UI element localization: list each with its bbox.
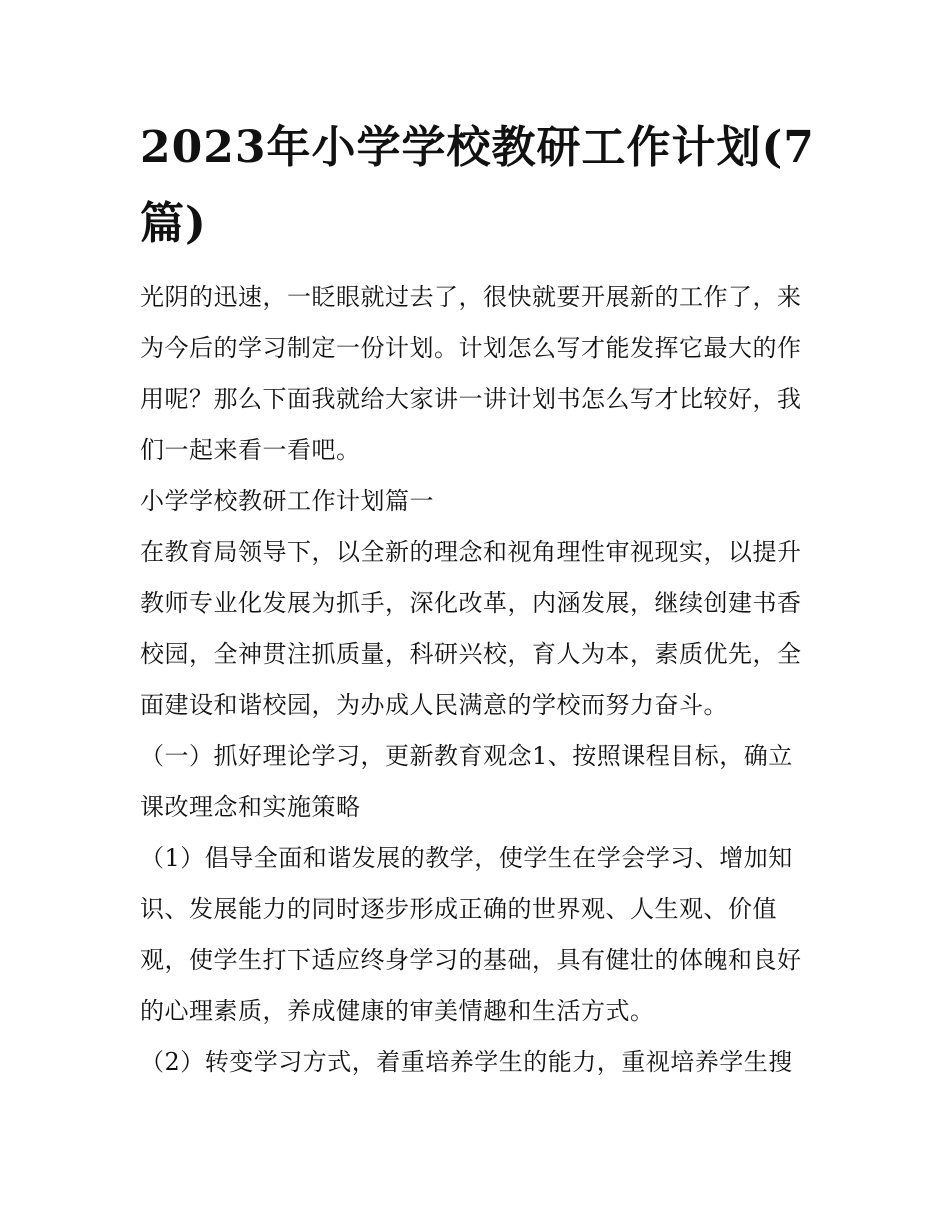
body-paragraph: （1）倡导全面和谐发展的教学，使学生在学会学习、增加知识、发展能力的同时逐步形成正确的世界观、人生观、价值观，使学生打下适应终身学习的基础，具有健壮的体魄和良好的心理素质，养成健康的审美情趣和生活方式。	[140, 844, 802, 1025]
body-paragraph: （一）抓好理论学习，更新教育观念1、按照课程目标，确立课改理念和实施策略	[140, 742, 793, 821]
document-title: 2023年小学学校教研工作计划(7篇)	[140, 122, 815, 249]
body-paragraph: 在教育局领导下，以全新的理念和视角理性审视现实，以提升教师专业化发展为抓手，深化改革，内涵发展，继续创建书香校园，全神贯注抓质量，科研兴校，育人为本，素质优先，全面建设和谐校园，为办成人民满意的学校而努力奋斗。	[140, 538, 802, 719]
section-heading: 小学学校教研工作计划篇一	[140, 487, 434, 515]
document-body	[140, 272, 812, 1088]
body-paragraph: （2）转变学习方式，着重培养学生的能力，重视培养学生搜	[140, 1048, 793, 1076]
intro-paragraph: 光阴的迅速，一眨眼就过去了，很快就要开展新的工作了，来为今后的学习制定一份计划。计划怎么写才能发挥它最大的作用呢？那么下面我就给大家讲一讲计划书怎么写才比较好，我们一起来看一看吧。	[140, 283, 802, 464]
